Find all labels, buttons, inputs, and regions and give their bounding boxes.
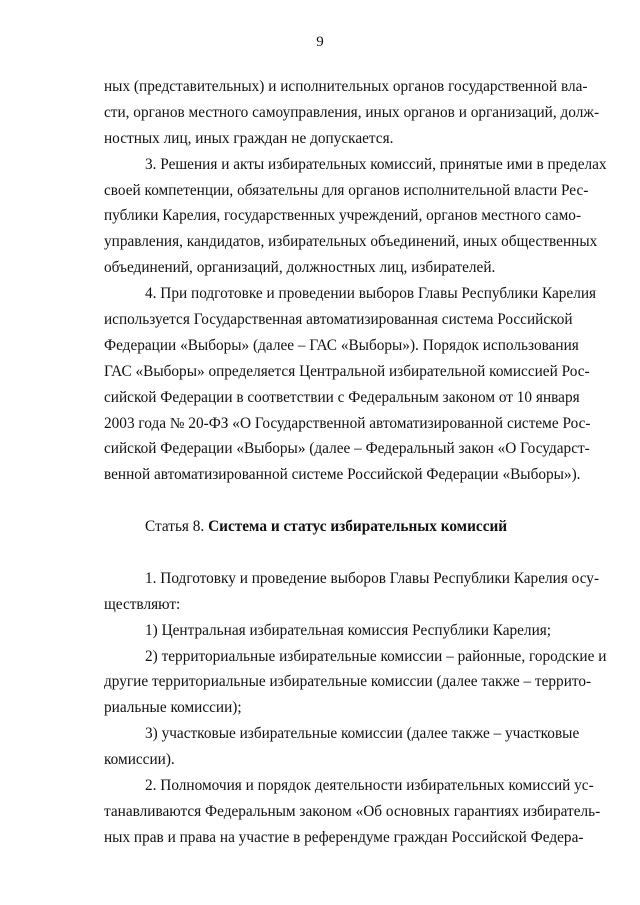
text-line: своей компетенции, обязательны для органов исполнительной власти Рес- — [104, 181, 589, 199]
text-line: ностных лиц, иных граждан не допускается. — [104, 129, 394, 147]
spacer — [104, 540, 535, 566]
text-line: 2003 года № 20-ФЗ «О Государственной автоматизированной системе Рос- — [104, 414, 591, 432]
text-line: другие территориальные избирательные комиссии (далее также – террито- — [104, 673, 592, 691]
text-line: объединений, организаций, должностных лиц, избирателей. — [104, 259, 496, 277]
article-prefix: Статья 8. — [145, 518, 209, 536]
page-number: 9 — [316, 34, 324, 50]
text-line: 2. Полномочия и порядок деятельности избирательных комиссий ус- — [145, 777, 594, 795]
text-line: используется Государственная автоматизированная система Российской — [104, 311, 573, 329]
text-line: Федерации «Выборы» (далее – ГАС «Выборы»). Порядок использования — [104, 336, 579, 354]
text-line: ных прав и права на участие в референдуме граждан Российской Федера- — [104, 828, 584, 846]
text-line: ных (представительных) и исполнительных органов государственной вла- — [104, 78, 588, 95]
article-title: Система и статус избирательных комиссий — [208, 518, 508, 536]
text-block-preamble — [104, 74, 607, 488]
text-line: 3. Решения и акты избирательных комиссий, принятые ими в пределах — [145, 155, 607, 173]
text-line: 3) участковые избирательные комиссии (далее также – участковые — [145, 725, 580, 743]
text-line: ГАС «Выборы» определяется Центральной избирательной комиссией Рос- — [104, 362, 590, 380]
text-line: управления, кандидатов, избирательных объединений, иных общественных — [104, 233, 598, 251]
text-line: 4. При подготовке и проведении выборов Главы Республики Карелия — [145, 285, 597, 303]
text-line: ществляют: — [104, 595, 181, 613]
text-line: 2) территориальные избирательные комиссии – районные, городские и — [145, 647, 607, 665]
text-line: венной автоматизированной системе Российской Федерации «Выборы»). — [104, 466, 581, 484]
text-line: сти, органов местного самоуправления, иных органов и организаций, долж- — [104, 103, 600, 121]
text-line: риальные комиссии); — [104, 699, 242, 717]
text-line: танавливаются Федеральным законом «Об основных гарантиях избиратель- — [104, 802, 601, 820]
text-line: 1) Центральная избирательная комиссия Республики Карелия; — [145, 621, 552, 639]
text-line: 1. Подготовку и проведение выборов Главы Республики Карелия осу- — [145, 569, 600, 587]
spacer — [104, 488, 535, 514]
text-line: публики Карелия, государственных учреждений, органов местного само- — [104, 207, 582, 225]
document-body — [104, 74, 607, 851]
text-line: сийской Федерации «Выборы» (далее – Федеральный закон «О Государст- — [104, 440, 590, 458]
text-line: комиссии). — [104, 751, 175, 769]
article-heading — [104, 514, 535, 540]
text-line: сийской Федерации в соответствии с Федеральным законом от 10 января — [104, 388, 580, 406]
text-block-article-8 — [104, 566, 607, 851]
